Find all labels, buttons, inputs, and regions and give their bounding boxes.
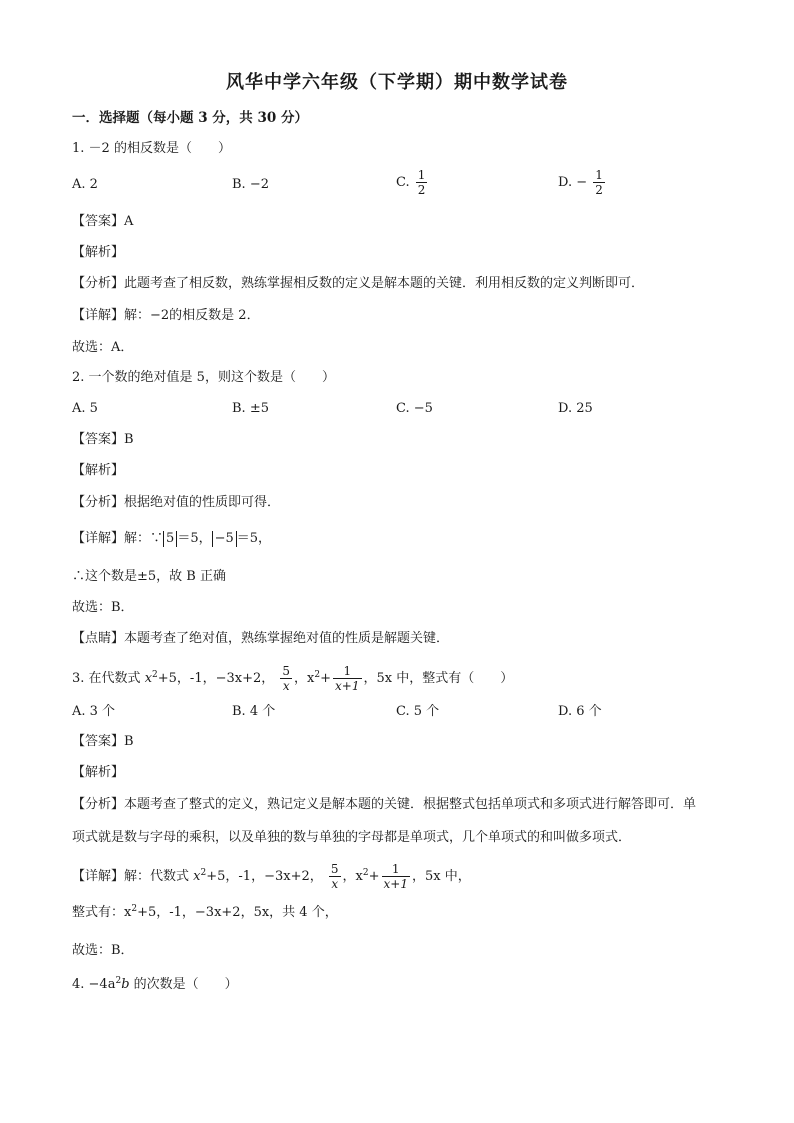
- q2-option-b: B. ±5: [232, 401, 269, 416]
- abs-value-neg5: −5: [212, 531, 237, 547]
- detail-prefix: 解：∵: [124, 531, 164, 546]
- q3-analysis-label: 【解析】: [72, 765, 125, 780]
- dianjing-label: 【点睛】: [72, 631, 125, 646]
- q1-option-d-fraction: [593, 168, 605, 197]
- plus: +: [320, 671, 332, 686]
- fraction-denominator: x+1: [335, 679, 360, 693]
- q1-option-c-fraction: [416, 168, 428, 197]
- expr-x2: ，x: [342, 869, 363, 884]
- section-heading: 一．选择题（每小题 3 分，共 30 分）: [72, 110, 308, 126]
- fraction-denominator: x: [329, 876, 341, 891]
- q1-stem: 1. －2 的相反数是（ ）: [72, 141, 231, 156]
- exponent: 2: [200, 868, 207, 878]
- q1-option-b: B. −2: [232, 177, 269, 192]
- fraction-denominator: x+1: [383, 877, 408, 891]
- expr-x: x: [193, 869, 201, 884]
- dianjing-text: 本题考查了绝对值，熟练掌握绝对值的性质是解题关键．: [124, 631, 450, 646]
- fraction-denominator: 2: [595, 183, 603, 197]
- answer-label: 【答案】: [72, 432, 125, 447]
- q3-option-a: A. 3 个: [72, 704, 116, 719]
- var-b: b: [121, 977, 130, 992]
- q3-choose: 故选：B．: [72, 943, 134, 958]
- equals-5b: ＝5，: [236, 531, 272, 546]
- fraction-5-over-x: [280, 664, 292, 693]
- exponent: 2: [115, 976, 122, 986]
- q3-fenxi-line1: [72, 796, 696, 814]
- q2-fenxi: [72, 494, 280, 512]
- fenxi-text: 本题考查了整式的定义，熟记定义是解本题的关键．根据整式包括单项式和多项式进行解答即可．单: [124, 797, 697, 812]
- q1-option-d-prefix: D. −: [558, 175, 588, 190]
- exponent: 2: [314, 670, 321, 680]
- q1-option-c-prefix: C.: [396, 175, 410, 190]
- q1-choose: 故选：A．: [72, 340, 134, 355]
- exponent: 2: [362, 868, 369, 878]
- detail-label: 【详解】: [72, 869, 125, 884]
- fraction-1-over-x-plus-1: [382, 862, 410, 891]
- answer-label: 【答案】: [72, 734, 125, 749]
- q4-stem-suffix: 的次数是（ ）: [129, 977, 238, 992]
- q2-dianjing: [72, 630, 449, 648]
- fenxi-text: 根据绝对值的性质即可得．: [124, 495, 281, 510]
- expr-rest: +5，-1，−3x+2，: [206, 869, 323, 884]
- fraction-numerator: 1: [343, 664, 352, 678]
- exponent: 2: [152, 670, 158, 680]
- fraction-numerator: 5: [282, 664, 291, 678]
- fenxi-text: 此题考查了相反数，熟练掌握相反数的定义是解本题的关键．利用相反数的定义判断即可．: [124, 276, 645, 291]
- fraction-denominator: x: [280, 678, 292, 693]
- fraction-numerator: 1: [391, 862, 400, 876]
- q3-option-d: D. 6 个: [558, 704, 602, 719]
- q3-option-b: B. 4 个: [232, 704, 276, 719]
- fraction-1-over-x-plus-1: [333, 664, 361, 693]
- q2-analysis-label: 【解析】: [72, 463, 125, 478]
- equals-5: ＝5，: [177, 531, 212, 546]
- q1-analysis-label: 【解析】: [72, 245, 125, 260]
- answer-label: 【答案】: [72, 214, 125, 229]
- zhengshi-prefix: 整式有：x: [72, 905, 132, 920]
- q2-option-a: A. 5: [72, 401, 98, 416]
- detail-label: 【详解】: [72, 308, 125, 323]
- q1-detail: [72, 307, 260, 325]
- q3-answer: [72, 733, 134, 751]
- expr-x: x: [144, 671, 153, 686]
- detail-prefix: 解：代数式: [124, 869, 190, 884]
- fenxi-label: 【分析】: [72, 797, 125, 812]
- q1-option-c: [396, 168, 429, 197]
- q1-fenxi: [72, 275, 644, 293]
- fraction-5-over-x: [329, 862, 341, 891]
- answer-value: B: [124, 734, 134, 749]
- q2-option-d: D. 25: [558, 401, 593, 416]
- fenxi-label: 【分析】: [72, 495, 125, 510]
- fraction-numerator: 1: [595, 168, 603, 182]
- q2-detail: [72, 530, 271, 548]
- abs-value-5: 5: [163, 531, 177, 547]
- q3-detail: [72, 862, 471, 891]
- detail-label: 【详解】: [72, 531, 125, 546]
- exponent: 2: [131, 904, 138, 914]
- q2-option-c: C. −5: [396, 401, 433, 416]
- q2-stem: 2. 一个数的绝对值是 5，则这个数是（ ）: [72, 370, 335, 385]
- answer-value: A: [124, 214, 134, 229]
- fraction-denominator: 2: [417, 183, 426, 197]
- q3-option-c: C. 5 个: [396, 704, 440, 719]
- expr-x2: ，x: [294, 671, 315, 686]
- page-title: 风华中学六年级（下学期）期中数学试卷: [226, 72, 568, 93]
- q4-stem: [72, 976, 238, 994]
- fenxi-label: 【分析】: [72, 276, 125, 291]
- answer-value: B: [124, 432, 134, 447]
- q4-stem-prefix: 4. −4a: [72, 977, 116, 992]
- q2-choose: 故选：B．: [72, 600, 134, 615]
- detail-text: 解：−2的相反数是 2．: [124, 308, 260, 323]
- q2-answer: [72, 431, 134, 449]
- q3-stem-prefix: 3. 在代数式: [72, 671, 141, 686]
- plus: +: [368, 869, 380, 884]
- detail-suffix: ，5x 中，: [411, 869, 471, 884]
- zhengshi-rest: +5，-1，−3x+2，5x，共 4 个，: [137, 905, 338, 920]
- q3-stem: [72, 664, 513, 693]
- q3-fenxi-line2: 项式就是数与字母的乘积，以及单独的数与单独的字母都是单项式，几个单项式的和叫做多项式．: [72, 830, 632, 845]
- q1-option-a: A. 2: [72, 177, 98, 192]
- q3-zhengshi: [72, 904, 338, 922]
- q1-answer: [72, 213, 133, 231]
- fraction-numerator: 5: [330, 862, 339, 876]
- q1-option-d: [558, 168, 607, 197]
- fraction-numerator: 1: [417, 168, 426, 182]
- q3-stem-suffix: ，5x 中，整式有（ ）: [363, 671, 514, 686]
- expr-rest: +5，-1，−3x+2，: [157, 671, 275, 686]
- q2-conclusion: ∴这个数是±5，故 B 正确: [72, 569, 226, 584]
